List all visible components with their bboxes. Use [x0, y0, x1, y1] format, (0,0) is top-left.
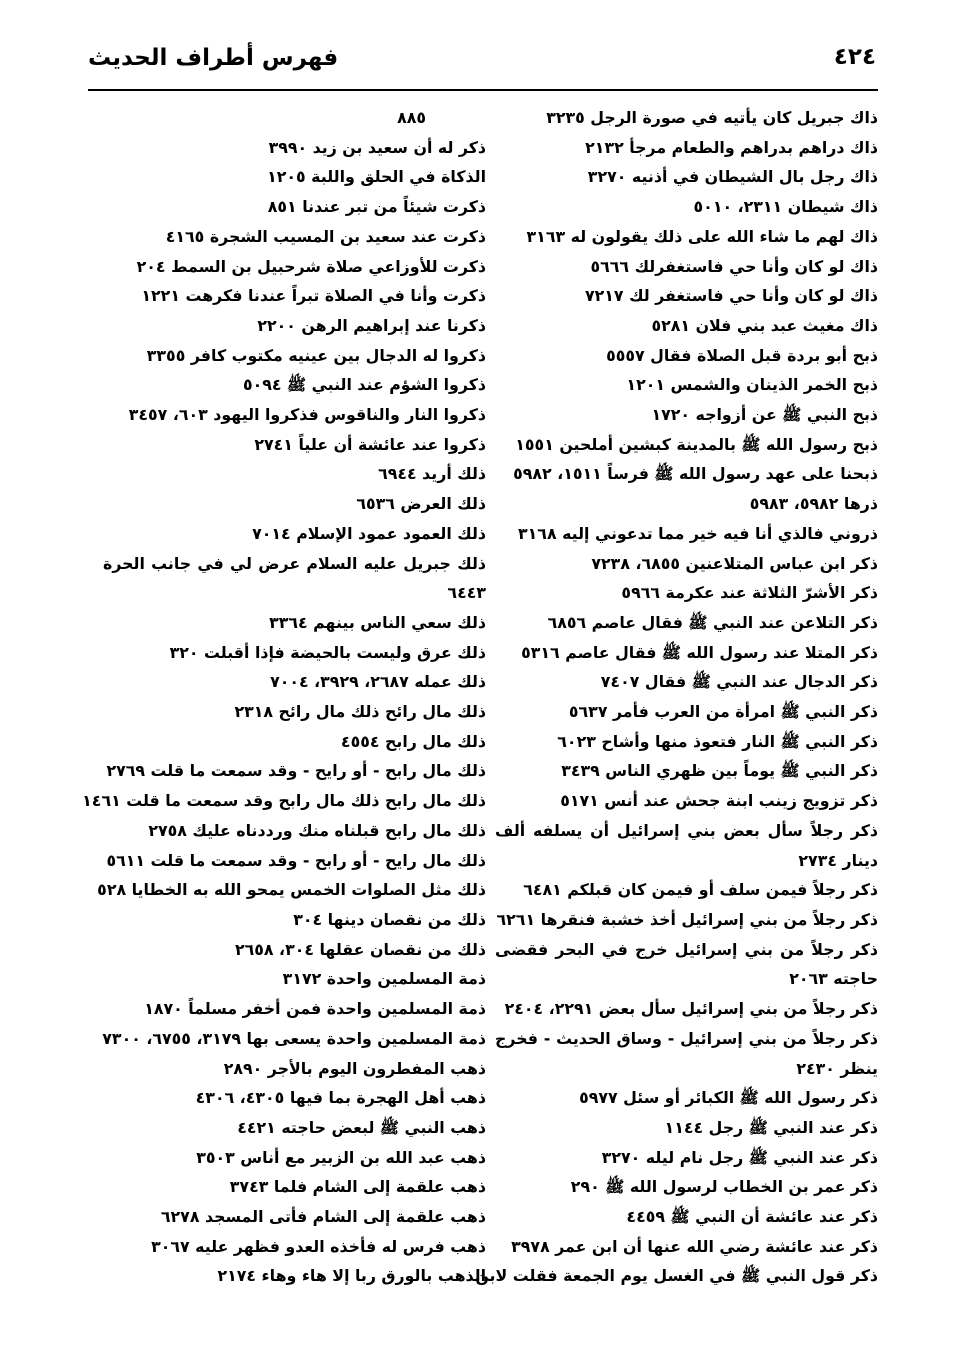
index-entry: ذكر رجلاً من بني إسرائيل سأل بعض ٢٢٩١، ٢٤٠٤ [504, 999, 878, 1019]
index-entry: ذكرت للأوزاعي صلاة شرحبيل بن السمط ٢٠٤ [136, 256, 486, 276]
index-entry: ذكروا له الدجال بين عينيه مكتوب كافر ٣٣٥٥ [146, 345, 486, 365]
index-entry: ذاك لو كان وأنا حي فاستغفر لك ٧٢١٧ [585, 286, 878, 306]
index-entry: ذكر عمر بن الخطاب لرسول الله ﷺ ٢٩٠ [570, 1177, 878, 1197]
index-entry: ذهب علقمة إلى الشام فلما ٣٧٤٣ [229, 1177, 486, 1197]
index-entry: ذرها ٥٩٨٢، ٥٩٨٣ [749, 494, 878, 514]
index-entry: ذاك شيطان ٢٣١١، ٥٠١٠ [693, 197, 878, 217]
index-entry: ذمة المسلمين واحدة ٣١٧٢ [282, 969, 486, 989]
index-entry: ذكر رجلاً من بني إسرائيل أخذ خشبة فنقرها ٦٢٦١ [496, 909, 878, 929]
index-entry: ذكرت عند سعيد بن المسيب الشجرة ٤١٦٥ [165, 226, 486, 246]
index-entry: ذلك من نقصان عقلها ٣٠٤، ٢٦٥٨ [234, 939, 486, 959]
index-entry: ذكر له أن سعيد بن زيد ٣٩٩٠ [268, 137, 486, 157]
index-entry: ذلك مال رايح - أو رابح - وقد سمعت ما قلت ٥٦١١ [106, 850, 486, 870]
index-entry: ذكر النبي ﷺ امرأة من العرب فأمر ٥٦٣٧ [568, 702, 878, 722]
index-entry: ذاك لو كان وأنا حي فاستغفرلك ٥٦٦٦ [590, 256, 878, 276]
index-entry: ذهب المفطرون اليوم بالأجر ٢٨٩٠ [223, 1058, 486, 1078]
index-entry: ذلك جبريل عليه السلام عرض لي في جانب الحرة ٦٤٤٣ [103, 553, 486, 603]
index-entry: ذهب النبي ﷺ لبعض حاجته ٤٤٢١ [237, 1117, 486, 1137]
index-entry: ذلك عمله ٢٦٨٧، ٣٩٢٩، ٧٠٠٤ [270, 672, 486, 692]
index-entry: ذكروا الشؤم عند النبي ﷺ ٥٠٩٤ [242, 375, 486, 395]
index-entry: ذهب عبد الله بن الزبير مع أناس ٣٥٠٣ [196, 1147, 486, 1167]
index-entry: ذلك العمود عمود الإسلام ٧٠١٤ [252, 523, 486, 543]
index-entry: ذكر رجلاً من بني إسرائيل - وساق الحديث - فخرج ينظر ٢٤٣٠ [495, 1028, 878, 1078]
page-title: فهرس أطراف الحديث [88, 45, 339, 71]
index-entry: ذكر المتلا عند رسول الله ﷺ فقال عاصم ٥٣١٦ [521, 642, 878, 662]
index-entry: ذكر رجلاً سأل بعض بني إسرائيل أن يسلفه ألف دينار ٢٧٣٤ [495, 820, 878, 870]
index-entry: ذكر النبي ﷺ يوماً بين ظهري الناس ٣٤٣٩ [561, 761, 878, 781]
index-entry: ذلك سعي الناس بينهم ٣٣٦٤ [269, 612, 486, 632]
index-entry: ذلك العرض ٦٥٣٦ [356, 494, 486, 514]
index-entry: ذكر عند عائشة أن النبي ﷺ ٤٤٥٩ [626, 1207, 878, 1227]
index-entry: ذروني فالذي أنا فيه خير مما تدعوني إليه ٣١٦٨ [518, 523, 878, 543]
index-entry: ذكر الدجال عند النبي ﷺ فقال ٧٤٠٧ [600, 672, 878, 692]
index-entry: ذكر قول النبي ﷺ في الغسل يوم الجمعة فقلت لابن [475, 1266, 878, 1286]
index-entry: ذهب أهل الهجرة بما فيها ٤٣٠٥، ٤٣٠٦ [195, 1088, 486, 1108]
index-entry: ذكر تزويج زينب ابنة جحش عند أنس ٥١٧١ [560, 791, 878, 811]
index-entry: ذكر رجلاً فيمن سلف أو فيمن كان قبلكم ٦٤٨١ [523, 880, 878, 900]
index-entry: ذكر رسول الله ﷺ الكبائر أو سئل ٥٩٧٧ [579, 1088, 878, 1108]
index-entry: ذكر عند النبي ﷺ رجل ١١٤٤ [664, 1117, 878, 1137]
index-entry: ذبح رسول الله ﷺ بالمدينة كبشين أملحين ١٥٥١ [515, 434, 878, 454]
index-entry: ذكر التلاعن عند النبي ﷺ فقال عاصم ٦٨٥٦ [547, 612, 878, 632]
index-entry: ذلك مثل الصلوات الخمس يمحو الله به الخطايا ٥٢٨ [97, 880, 486, 900]
index-column-left [82, 103, 486, 1291]
index-entry: ذاك جبريل كان يأتيه في صورة الرجل ٣٢٣٥ [546, 108, 878, 127]
index-entry: ذبح أبو بردة قبل الصلاة فقال ٥٥٥٧ [606, 345, 878, 365]
index-entry: ذكر عند عائشة رضي الله عنها أن ابن عمر ٣٩٧٨ [511, 1236, 878, 1256]
index-entry: ذبح الخمر الذينان والشمس ١٢٠١ [626, 375, 878, 395]
index-entry: ذكرت وأنا في الصلاة تبراً عندنا فكرهت ١٢٢١ [141, 286, 486, 306]
index-entry: الذكاة في الحلق واللبة ١٢٠٥ [267, 167, 486, 187]
index-entry: ذاك لهم ما شاء الله على ذلك يقولون له ٣١٦٣ [526, 226, 878, 246]
index-entry: ذلك أريد ٦٩٤٤ [378, 464, 486, 484]
index-entry: ذاك دراهم بدراهم والطعام مرجأ ٢١٣٢ [585, 137, 878, 157]
index-entry: ذلك مال رائح ذلك مال رائح ٢٣١٨ [234, 702, 486, 722]
index-entry: ذكرنا عند إبراهيم الرهن ٢٢٠٠ [257, 315, 486, 335]
index-entry: ذاك رجل بال الشيطان في أذنيه ٣٢٧٠ [587, 167, 878, 187]
index-entry: ذكر رجلاً من بني إسرائيل خرج في البحر فقضى حاجته ٢٠٦٣ [495, 939, 878, 989]
index-entry: ذهب علقمة إلى الشام فأتى المسجد ٦٢٧٨ [160, 1207, 486, 1227]
index-entry: ذلك مال رابح قبلناه منك ورددناه عليك ٢٧٥٨ [148, 820, 486, 840]
index-entry: ذبح النبي ﷺ عن أزواجه ١٧٢٠ [651, 405, 878, 425]
index-column-right [475, 103, 878, 1291]
index-entry: ذكروا النار والناقوس فذكروا اليهود ٦٠٣، ٣٤٥٧ [128, 405, 486, 425]
index-entry-continuation: ٨٨٥ [397, 108, 426, 127]
index-entry: ذمة المسلمين واحدة يسعى بها ٣١٧٩، ٦٧٥٥، ٧٣٠٠ [102, 1028, 486, 1048]
index-entry: ذهب فرس له فأخذه العدو فظهر عليه ٣٠٦٧ [151, 1236, 486, 1256]
index-entry: ذلك من نقصان دينها ٣٠٤ [293, 909, 486, 929]
index-entry: الذهب بالورق ربا إلا هاء وهاء ٢١٧٤ [217, 1266, 486, 1286]
index-entry: ذاك مغيث عبد بني فلان ٥٢٨١ [651, 315, 878, 335]
index-entry: ذمة المسلمين واحدة فمن أخفر مسلماً ١٨٧٠ [144, 999, 486, 1019]
index-entry: ذلك مال رابح ٤٥٥٤ [340, 731, 486, 751]
index-entry: ذلك مال رابح ذلك مال رابح وقد سمعت ما قلت ١٤٦١ [82, 791, 486, 811]
index-entry: ذكرت شيئاً من تبر عندنا ٨٥١ [267, 197, 486, 217]
index-entry: ذلك عرق وليست بالحيضة فإذا أقبلت ٣٢٠ [169, 642, 486, 662]
index-entry: ذبحنا على عهد رسول الله ﷺ فرساً ١٥١١، ٥٩٨٢ [513, 464, 878, 484]
index-entry: ذكر النبي ﷺ النار فتعوذ منها وأشاح ٦٠٢٣ [557, 731, 878, 751]
page-number: ٤٢٤ [833, 44, 876, 70]
index-entry: ذلك مال رابح - أو رايح - وقد سمعت ما قلت ٢٧٦٩ [106, 761, 486, 781]
index-entry: ذكر ابن عباس المتلاعنين ٦٨٥٥، ٧٢٣٨ [591, 553, 878, 573]
index-entry: ذكر الأشرّ الثلاثة عند عكرمة ٥٩٦٦ [621, 583, 878, 603]
index-entry: ذكر عند النبي ﷺ رجل نام ليله ٣٢٧٠ [601, 1147, 878, 1167]
header-divider [88, 89, 878, 91]
index-entry: ذكروا عند عائشة أن علياً ٢٧٤١ [254, 434, 486, 454]
